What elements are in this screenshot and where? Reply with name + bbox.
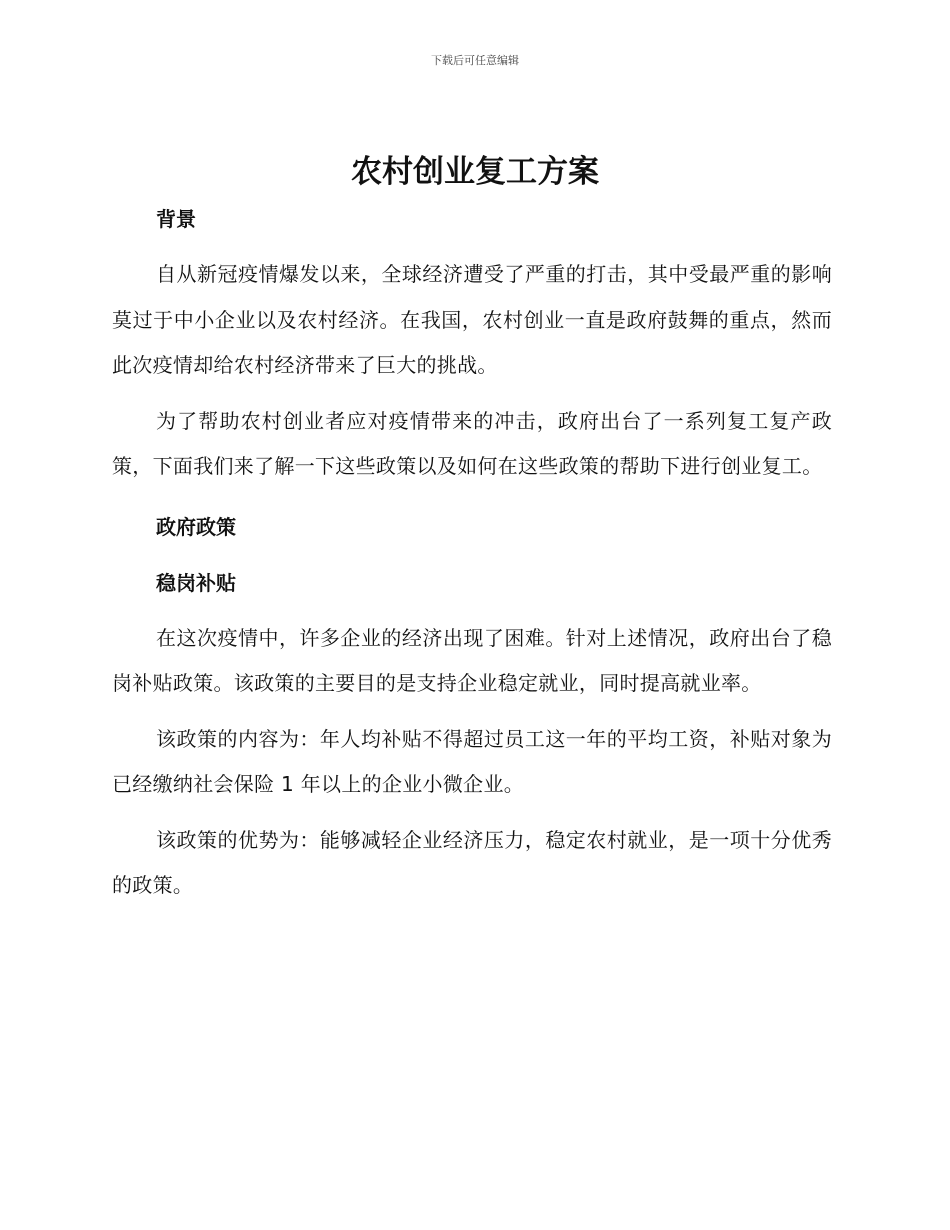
heading-government-policy: 政府政策 xyxy=(156,514,236,539)
paragraph-subsidy-1: 在这次疫情中，许多企业的经济出现了困难。针对上述情况，政府出台了稳岗补贴政策。该政策的主要目的是支持企业稳定就业，同时提高就业率。 xyxy=(112,625,832,695)
paragraph-subsidy-3: 该政策的优势为：能够减轻企业经济压力，稳定农村就业，是一项十分优秀的政策。 xyxy=(112,827,832,897)
document-body xyxy=(112,204,832,909)
paragraph-background-2: 为了帮助农村创业者应对疫情带来的冲击，政府出台了一系列复工复产政策，下面我们来了解一下这些政策以及如何在这些政策的帮助下进行创业复工。 xyxy=(112,408,832,478)
paragraph-background-1: 自从新冠疫情爆发以来，全球经济遭受了严重的打击，其中受最严重的影响莫过于中小企业以及农村经济。在我国，农村创业一直是政府鼓舞的重点，然而此次疫情却给农村经济带来了巨大的挑战。 xyxy=(112,262,832,377)
heading-background: 背景 xyxy=(156,207,196,231)
page-header-note: 下载后可任意编辑 xyxy=(431,54,519,67)
paragraph-subsidy-2: 该政策的内容为：年人均补贴不得超过员工这一年的平均工资，补贴对象为已经缴纳社会保险 1 年以上的企业小微企业。 xyxy=(112,726,832,796)
heading-job-subsidy: 稳岗补贴 xyxy=(156,570,236,595)
document-title: 农村创业复工方案 xyxy=(351,154,599,190)
